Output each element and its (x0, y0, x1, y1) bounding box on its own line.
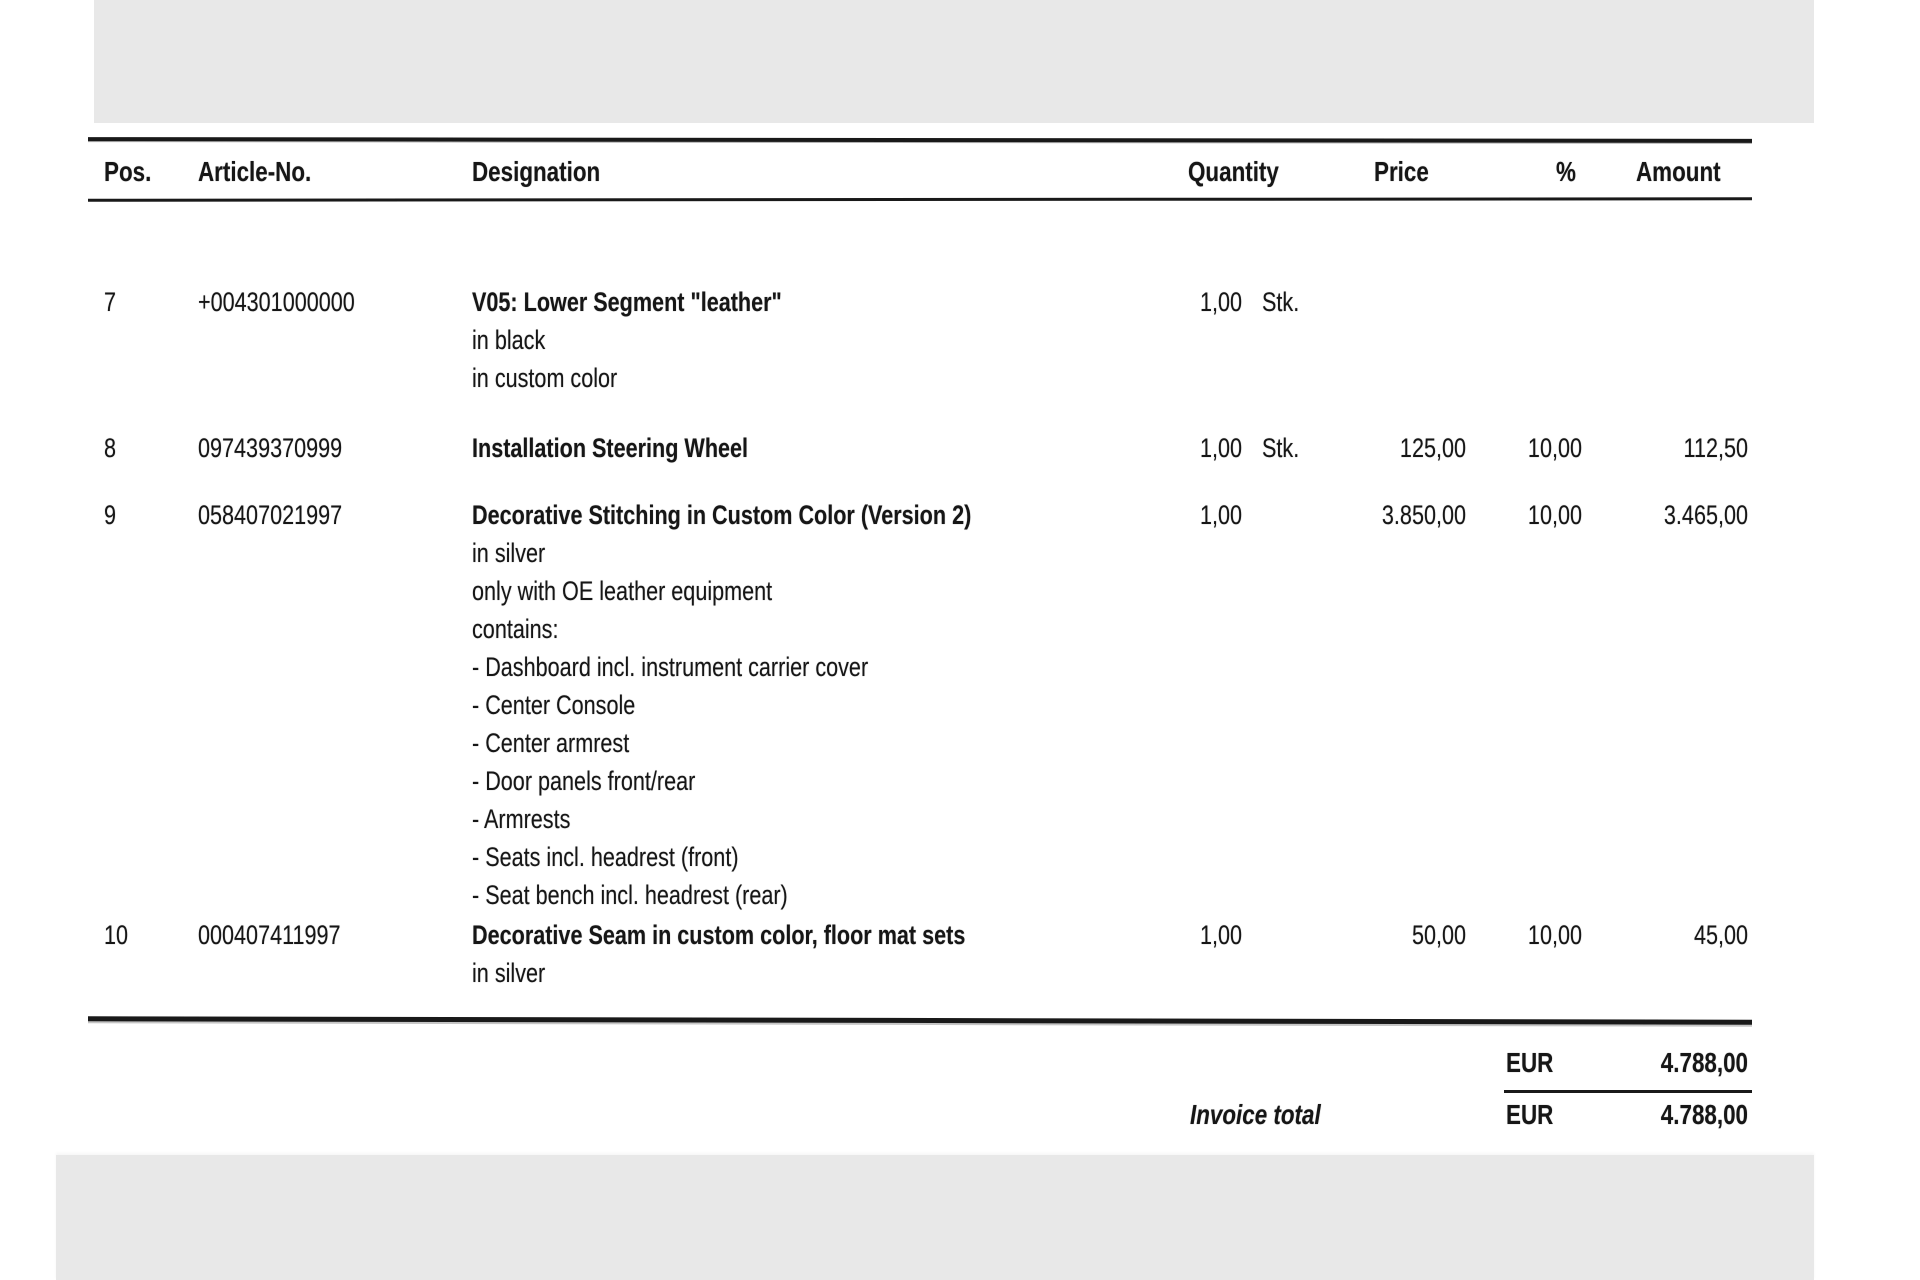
unit-cell: Stk. (1262, 433, 1300, 463)
amount-cell: 3.465,00 (1663, 500, 1748, 530)
designation-title: Installation Steering Wheel (472, 433, 749, 463)
percent-cell: 10,00 (1527, 920, 1582, 950)
quantity-cell: 1,00 (1199, 287, 1242, 317)
scan-margin-bottom (56, 1155, 1814, 1280)
designation-cell (472, 283, 1088, 397)
column-header-article-no: Article-No. (198, 156, 312, 187)
amount-cell: 45,00 (1693, 920, 1748, 950)
designation-title: Decorative Seam in custom color, floor mat sets (472, 920, 966, 950)
designation-title: Decorative Stitching in Custom Color (Version 2) (472, 500, 972, 530)
pos-cell: 8 (104, 433, 117, 463)
designation-line: in custom color (472, 363, 618, 393)
designation-cell (472, 429, 1088, 467)
subtotal-amount: 4.788,00 (1660, 1047, 1748, 1078)
designation-line: - Seats incl. headrest (front) (472, 842, 739, 872)
designation-line: - Center Console (472, 690, 636, 720)
invoice-total-label: Invoice total (1190, 1099, 1321, 1130)
scan-margin-top (94, 0, 1814, 123)
price-cell: 125,00 (1399, 433, 1466, 463)
amount-cell: 112,50 (1683, 433, 1748, 463)
article-no-cell: +004301000000 (198, 287, 355, 317)
unit-cell: Stk. (1262, 287, 1300, 317)
price-cell: 3.850,00 (1381, 500, 1466, 530)
designation-line: - Door panels front/rear (472, 766, 696, 796)
table-header-rule (88, 197, 1752, 201)
totals-top-rule (88, 1016, 1752, 1024)
designation-line: - Seat bench incl. headrest (rear) (472, 880, 788, 910)
percent-cell: 10,00 (1527, 433, 1582, 463)
subtotal-currency: EUR (1506, 1047, 1554, 1078)
quantity-cell: 1,00 (1199, 500, 1242, 530)
article-no-cell: 058407021997 (198, 500, 343, 530)
pos-cell: 9 (104, 500, 117, 530)
designation-line: - Center armrest (472, 728, 630, 758)
pos-cell: 7 (104, 287, 117, 317)
designation-cell (472, 496, 1088, 914)
column-header-price: Price (1374, 156, 1429, 187)
percent-cell: 10,00 (1527, 500, 1582, 530)
quantity-cell: 1,00 (1199, 433, 1242, 463)
designation-title: V05: Lower Segment "leather" (472, 287, 782, 317)
totals-underline (1504, 1090, 1752, 1093)
total-amount: 4.788,00 (1660, 1099, 1748, 1130)
column-header-quantity: Quantity (1188, 156, 1279, 187)
quantity-cell: 1,00 (1199, 920, 1242, 950)
article-no-cell: 097439370999 (198, 433, 343, 463)
column-header-designation: Designation (472, 156, 601, 187)
table-top-rule (88, 137, 1752, 143)
designation-line: in black (472, 325, 546, 355)
column-header-pos: Pos. (104, 156, 152, 187)
designation-line: in silver (472, 958, 546, 988)
total-currency: EUR (1506, 1099, 1554, 1130)
designation-line: in silver (472, 538, 546, 568)
column-header-amount: Amount (1636, 156, 1721, 187)
designation-line: only with OE leather equipment (472, 576, 773, 606)
column-header-percent: % (1556, 156, 1576, 187)
designation-line: contains: (472, 614, 559, 644)
designation-line: - Dashboard incl. instrument carrier cover (472, 652, 869, 682)
pos-cell: 10 (104, 920, 129, 950)
price-cell: 50,00 (1411, 920, 1466, 950)
designation-line: - Armrests (472, 804, 571, 834)
designation-cell (472, 916, 1088, 992)
article-no-cell: 000407411997 (198, 920, 341, 950)
